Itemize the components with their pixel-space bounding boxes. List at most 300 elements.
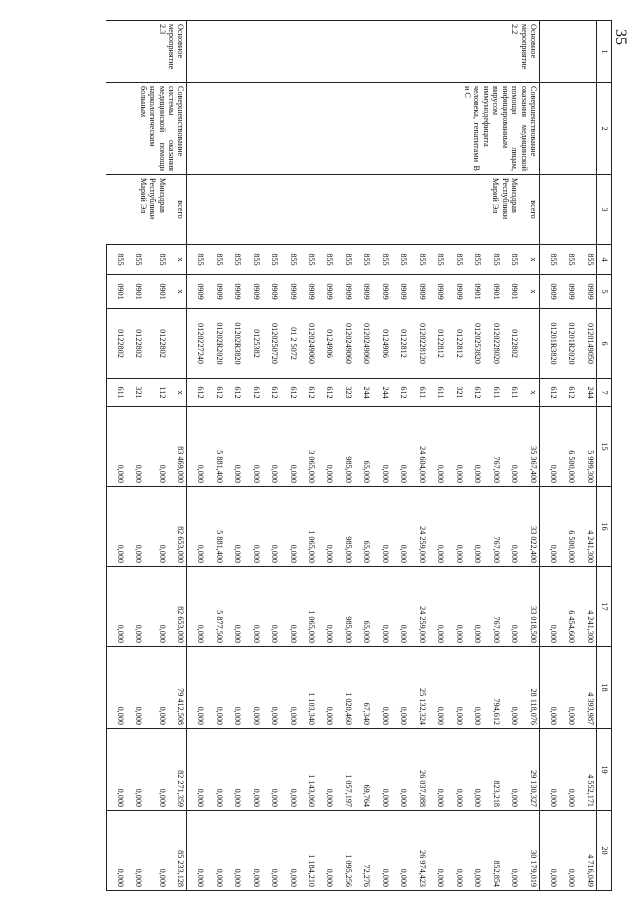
expense-type: 612 [280, 379, 298, 407]
value-2020: 0,000 [539, 811, 558, 891]
section-code: 0909 [187, 275, 206, 309]
grbs-code: 855 [206, 245, 224, 275]
target-article: 0120149050 [577, 309, 596, 379]
value-2018: 1 020,460 [336, 647, 354, 729]
value-2015: 0,000 [539, 407, 558, 487]
value-2018: 67,340 [354, 647, 372, 729]
rotated-table-area [106, 20, 612, 890]
value-2015: 0,000 [391, 407, 409, 487]
expense-type: 244 [372, 379, 390, 407]
target-article: 0125382 [243, 309, 261, 379]
value-2020: 26 974,423 [409, 811, 427, 891]
value-2020: 4 716,049 [577, 811, 596, 891]
section-code: 0909 [372, 275, 390, 309]
value-2017: 0,000 [465, 567, 483, 647]
value-2017: 1 065,000 [299, 567, 317, 647]
column-header: 20 [597, 811, 612, 891]
value-2018: 0,000 [539, 647, 558, 729]
value-2018: 28 118,076 [520, 647, 539, 729]
value-2019: 0,000 [206, 729, 224, 811]
column-header: 16 [597, 487, 612, 567]
value-2015: 83 469,000 [168, 407, 187, 487]
value-2020: 0,000 [446, 811, 464, 891]
grbs-code: 855 [144, 245, 167, 275]
value-2017: 0,000 [107, 567, 126, 647]
grbs-code: 855 [559, 245, 577, 275]
value-2018: 0,000 [502, 647, 520, 729]
grbs-code: 855 [317, 245, 335, 275]
value-2020: 0,000 [225, 811, 243, 891]
value-2018: 0,000 [262, 647, 280, 729]
target-article: 0122802 [144, 309, 167, 379]
value-2015: 0,000 [262, 407, 280, 487]
value-2017: 0,000 [280, 567, 298, 647]
grbs-code: 855 [483, 245, 501, 275]
expense-type: 611 [502, 379, 520, 407]
value-2020: 0,000 [107, 811, 126, 891]
cell-empty [539, 83, 558, 175]
grbs-code: 855 [577, 245, 596, 275]
value-2016: 985,000 [336, 487, 354, 567]
value-2015: 35 367,400 [520, 407, 539, 487]
section-code: 0909 [299, 275, 317, 309]
table-row [539, 21, 558, 891]
target-article: 0120228120 [409, 309, 427, 379]
target-article: 0120249060 [336, 309, 354, 379]
grbs-code: 855 [502, 245, 520, 275]
grbs-code: 855 [299, 245, 317, 275]
value-2018: 25 132,324 [409, 647, 427, 729]
value-2019: 1 057,197 [336, 729, 354, 811]
expense-type: 611 [409, 379, 427, 407]
value-2017: 5 877,500 [206, 567, 224, 647]
value-2015: 0,000 [107, 407, 126, 487]
section-code: 0909 [317, 275, 335, 309]
value-2015: 5 999,300 [577, 407, 596, 487]
cell-empty [577, 21, 596, 83]
value-2019: 0,000 [372, 729, 390, 811]
expense-type: 612 [243, 379, 261, 407]
cell-empty [559, 21, 577, 83]
section-code: 0901 [465, 275, 483, 309]
value-2020: 0,000 [559, 811, 577, 891]
value-2020: 0,000 [144, 811, 167, 891]
measure-description: Совершенствование оказания медицинской помощи лицам, инфицированным вирусом иммунодефицита человека, гепатитами В и С [187, 83, 540, 175]
value-2016: 0,000 [243, 487, 261, 567]
column-header: 1 [597, 21, 612, 83]
target-article: 01201R3820 [539, 309, 558, 379]
agency-name: Минздрав Республики Марий Эл [187, 175, 520, 245]
value-2016: 1 065,000 [299, 487, 317, 567]
value-2017: 65,000 [354, 567, 372, 647]
value-2019: 1 143,060 [299, 729, 317, 811]
section-code: 0901 [144, 275, 167, 309]
grbs-code: 855 [409, 245, 427, 275]
value-2016: 0,000 [225, 487, 243, 567]
value-2015: 6 500,000 [559, 407, 577, 487]
value-2019: 0,000 [502, 729, 520, 811]
cell-empty [539, 21, 558, 83]
value-2015: 24 604,000 [409, 407, 427, 487]
section-code: х [168, 275, 187, 309]
value-2019: 0,000 [126, 729, 144, 811]
expense-type: 612 [262, 379, 280, 407]
value-2018: 0,000 [317, 647, 335, 729]
column-header: 19 [597, 729, 612, 811]
grbs-code: 855 [126, 245, 144, 275]
expense-type: 244 [577, 379, 596, 407]
value-2017: 0,000 [539, 567, 558, 647]
expense-type: 612 [299, 379, 317, 407]
value-2020: 0,000 [206, 811, 224, 891]
expense-type: 112 [144, 379, 167, 407]
value-2016: 0,000 [446, 487, 464, 567]
value-2017: 4 241,300 [577, 567, 596, 647]
expense-type: 611 [483, 379, 501, 407]
target-article: 0120249060 [354, 309, 372, 379]
expense-type: 612 [559, 379, 577, 407]
value-2018: 0,000 [126, 647, 144, 729]
target-article: 0122812 [446, 309, 464, 379]
column-header: 6 [597, 309, 612, 379]
page-number: 35 [612, 29, 629, 45]
value-2017: 6 454,600 [559, 567, 577, 647]
expense-type: 612 [206, 379, 224, 407]
value-2020: 852,854 [483, 811, 501, 891]
agency-name: Минздрав Республики Марий Эл [107, 175, 168, 245]
grbs-code: 855 [187, 245, 206, 275]
value-2016: 0,000 [428, 487, 446, 567]
target-article: 0122812 [428, 309, 446, 379]
value-2016: 767,000 [483, 487, 501, 567]
value-2016: 0,000 [126, 487, 144, 567]
value-2016: 65,000 [354, 487, 372, 567]
value-2020: 0,000 [391, 811, 409, 891]
value-2020: 0,000 [317, 811, 335, 891]
value-2016: 0,000 [317, 487, 335, 567]
total-label: всего [520, 175, 539, 245]
expense-type: 612 [317, 379, 335, 407]
value-2017: 24 259,000 [409, 567, 427, 647]
value-2015: 3 065,000 [299, 407, 317, 487]
column-header: 15 [597, 407, 612, 487]
value-2016: 33 022,400 [520, 487, 539, 567]
cell-empty [577, 83, 596, 175]
expense-type: х [520, 379, 539, 407]
value-2020: 0,000 [243, 811, 261, 891]
measure-description: Совершенствование системы оказания медицинской помощи наркологическим больным [107, 83, 187, 175]
expense-type: 612 [539, 379, 558, 407]
target-article: 0122802 [126, 309, 144, 379]
section-code: х [520, 275, 539, 309]
value-2015: 767,000 [483, 407, 501, 487]
value-2017: 0,000 [428, 567, 446, 647]
value-2018: 1 103,340 [299, 647, 317, 729]
target-article [168, 309, 187, 379]
column-header: 17 [597, 567, 612, 647]
value-2019: 0,000 [280, 729, 298, 811]
grbs-code: 855 [372, 245, 390, 275]
value-2020: 85 233,128 [168, 811, 187, 891]
section-code: 0909 [539, 275, 558, 309]
value-2020: 0,000 [262, 811, 280, 891]
grbs-code: 855 [428, 245, 446, 275]
value-2020: 1 095,256 [336, 811, 354, 891]
value-2016: 6 500,000 [559, 487, 577, 567]
target-article: 0120253820 [465, 309, 483, 379]
total-label: всего [168, 175, 187, 245]
value-2018: 0,000 [144, 647, 167, 729]
section-code: 0909 [262, 275, 280, 309]
value-2018: 794,612 [483, 647, 501, 729]
value-2016: 24 259,000 [409, 487, 427, 567]
target-article: 01202R3820 [225, 309, 243, 379]
value-2019: 29 130,327 [520, 729, 539, 811]
table-row [559, 21, 577, 891]
value-2015: 0,000 [446, 407, 464, 487]
table-wrapper [106, 20, 612, 890]
section-code: 0909 [391, 275, 409, 309]
value-2017: 0,000 [446, 567, 464, 647]
value-2015: 0,000 [465, 407, 483, 487]
value-2020: 0,000 [372, 811, 390, 891]
section-code: 0909 [559, 275, 577, 309]
section-code: 0909 [280, 275, 298, 309]
column-header: 7 [597, 379, 612, 407]
value-2019: 4 552,171 [577, 729, 596, 811]
value-2015: 5 881,400 [206, 407, 224, 487]
value-2015: 0,000 [187, 407, 206, 487]
expense-type: х [168, 379, 187, 407]
value-2017: 767,000 [483, 567, 501, 647]
value-2018: 0,000 [280, 647, 298, 729]
expense-type: 612 [187, 379, 206, 407]
section-code: 0909 [354, 275, 372, 309]
value-2016: 4 241,300 [577, 487, 596, 567]
value-2020: 72,276 [354, 811, 372, 891]
section-code: 0909 [428, 275, 446, 309]
value-2019: 0,000 [539, 729, 558, 811]
value-2015: 0,000 [502, 407, 520, 487]
expense-type: 321 [126, 379, 144, 407]
value-2016: 82 653,000 [168, 487, 187, 567]
value-2019: 0,000 [243, 729, 261, 811]
value-2016: 0,000 [262, 487, 280, 567]
table-row [577, 21, 596, 891]
column-number-row [597, 21, 612, 891]
measure-label: Основное мероприятие 2.2 [187, 21, 540, 83]
value-2015: 0,000 [428, 407, 446, 487]
value-2017: 0,000 [243, 567, 261, 647]
cell-empty [539, 175, 558, 245]
grbs-code: 855 [539, 245, 558, 275]
section-code: 0909 [446, 275, 464, 309]
value-2018: 0,000 [428, 647, 446, 729]
column-header: 5 [597, 275, 612, 309]
section-code: 0909 [577, 275, 596, 309]
cell-empty [577, 175, 596, 245]
value-2020: 0,000 [502, 811, 520, 891]
target-article: 01201R2020 [559, 309, 577, 379]
cell-empty [559, 175, 577, 245]
value-2020: 0,000 [126, 811, 144, 891]
value-2020: 0,000 [428, 811, 446, 891]
value-2019: 69,764 [354, 729, 372, 811]
target-article: 0124906 [317, 309, 335, 379]
target-article: 01 2 5072 [280, 309, 298, 379]
measure-label: Основное мероприятие 2.3 [107, 21, 187, 83]
value-2019: 0,000 [465, 729, 483, 811]
value-2019: 823,218 [483, 729, 501, 811]
section-code: 0909 [336, 275, 354, 309]
value-2017: 0,000 [372, 567, 390, 647]
value-2016: 0,000 [372, 487, 390, 567]
value-2020: 0,000 [465, 811, 483, 891]
value-2020: 30 179,019 [520, 811, 539, 891]
column-header: 4 [597, 245, 612, 275]
expense-type: 611 [107, 379, 126, 407]
expense-type: 612 [225, 379, 243, 407]
value-2015: 0,000 [144, 407, 167, 487]
target-article: 0120249060 [299, 309, 317, 379]
expense-type: 612 [391, 379, 409, 407]
section-code: 0909 [409, 275, 427, 309]
target-article: 01202R2020 [206, 309, 224, 379]
table-row [168, 21, 187, 891]
value-2017: 0,000 [317, 567, 335, 647]
value-2017: 33 018,500 [520, 567, 539, 647]
value-2015: 0,000 [280, 407, 298, 487]
section-code: 0901 [502, 275, 520, 309]
value-2018: 0,000 [465, 647, 483, 729]
value-2019: 82 271,359 [168, 729, 187, 811]
value-2019: 0,000 [391, 729, 409, 811]
value-2017: 0,000 [187, 567, 206, 647]
value-2019: 0,000 [428, 729, 446, 811]
value-2018: 0,000 [446, 647, 464, 729]
grbs-code: 855 [446, 245, 464, 275]
value-2018: 4 393,987 [577, 647, 596, 729]
value-2020: 0,000 [280, 811, 298, 891]
value-2016: 0,000 [187, 487, 206, 567]
value-2018: 0,000 [206, 647, 224, 729]
value-2016: 0,000 [465, 487, 483, 567]
grbs-code: х [520, 245, 539, 275]
value-2016: 5 881,400 [206, 487, 224, 567]
value-2020: 0,000 [187, 811, 206, 891]
value-2016: 0,000 [539, 487, 558, 567]
value-2016: 0,000 [391, 487, 409, 567]
expense-type: 323 [336, 379, 354, 407]
section-code: 0909 [243, 275, 261, 309]
value-2015: 0,000 [243, 407, 261, 487]
column-header: 3 [597, 175, 612, 245]
value-2019: 0,000 [187, 729, 206, 811]
value-2018: 0,000 [391, 647, 409, 729]
expense-type: 611 [428, 379, 446, 407]
value-2019: 0,000 [107, 729, 126, 811]
target-article: 0122802 [502, 309, 520, 379]
value-2017: 0,000 [262, 567, 280, 647]
value-2016: 0,000 [502, 487, 520, 567]
grbs-code: 855 [391, 245, 409, 275]
value-2018: 0,000 [187, 647, 206, 729]
value-2018: 0,000 [107, 647, 126, 729]
value-2018: 0,000 [559, 647, 577, 729]
value-2015: 0,000 [372, 407, 390, 487]
section-code: 0901 [483, 275, 501, 309]
section-code: 0909 [206, 275, 224, 309]
value-2015: 0,000 [126, 407, 144, 487]
section-code: 0901 [126, 275, 144, 309]
budget-table [106, 20, 612, 891]
target-article: 0120228020 [483, 309, 501, 379]
section-code: 0901 [107, 275, 126, 309]
grbs-code: х [168, 245, 187, 275]
grbs-code: 855 [107, 245, 126, 275]
value-2017: 0,000 [144, 567, 167, 647]
target-article: 0120250720 [262, 309, 280, 379]
column-header: 2 [597, 83, 612, 175]
value-2019: 26 037,088 [409, 729, 427, 811]
value-2017: 985,000 [336, 567, 354, 647]
target-article: 0120227240 [187, 309, 206, 379]
column-header: 18 [597, 647, 612, 729]
target-article: 0122802 [107, 309, 126, 379]
expense-type: 244 [354, 379, 372, 407]
value-2015: 65,000 [354, 407, 372, 487]
grbs-code: 855 [225, 245, 243, 275]
value-2019: 0,000 [144, 729, 167, 811]
value-2019: 0,000 [225, 729, 243, 811]
grbs-code: 855 [354, 245, 372, 275]
expense-type: 612 [465, 379, 483, 407]
value-2019: 0,000 [262, 729, 280, 811]
value-2015: 0,000 [317, 407, 335, 487]
value-2017: 0,000 [126, 567, 144, 647]
value-2017: 82 653,000 [168, 567, 187, 647]
target-article: 0122812 [391, 309, 409, 379]
value-2017: 0,000 [502, 567, 520, 647]
value-2015: 985,000 [336, 407, 354, 487]
value-2017: 0,000 [225, 567, 243, 647]
target-article [520, 309, 539, 379]
grbs-code: 855 [243, 245, 261, 275]
value-2016: 0,000 [107, 487, 126, 567]
grbs-code: 855 [336, 245, 354, 275]
section-code: 0909 [225, 275, 243, 309]
value-2019: 0,000 [317, 729, 335, 811]
value-2018: 0,000 [225, 647, 243, 729]
value-2015: 0,000 [225, 407, 243, 487]
value-2017: 0,000 [391, 567, 409, 647]
target-article: 0124906 [372, 309, 390, 379]
value-2018: 79 412,508 [168, 647, 187, 729]
value-2018: 0,000 [372, 647, 390, 729]
expense-type: 321 [446, 379, 464, 407]
value-2016: 0,000 [280, 487, 298, 567]
grbs-code: 855 [280, 245, 298, 275]
cell-empty [559, 83, 577, 175]
grbs-code: 855 [465, 245, 483, 275]
table-body [107, 21, 597, 891]
value-2018: 0,000 [243, 647, 261, 729]
value-2016: 0,000 [144, 487, 167, 567]
value-2019: 0,000 [446, 729, 464, 811]
value-2020: 1 184,210 [299, 811, 317, 891]
value-2019: 0,000 [559, 729, 577, 811]
table-row [520, 21, 539, 891]
